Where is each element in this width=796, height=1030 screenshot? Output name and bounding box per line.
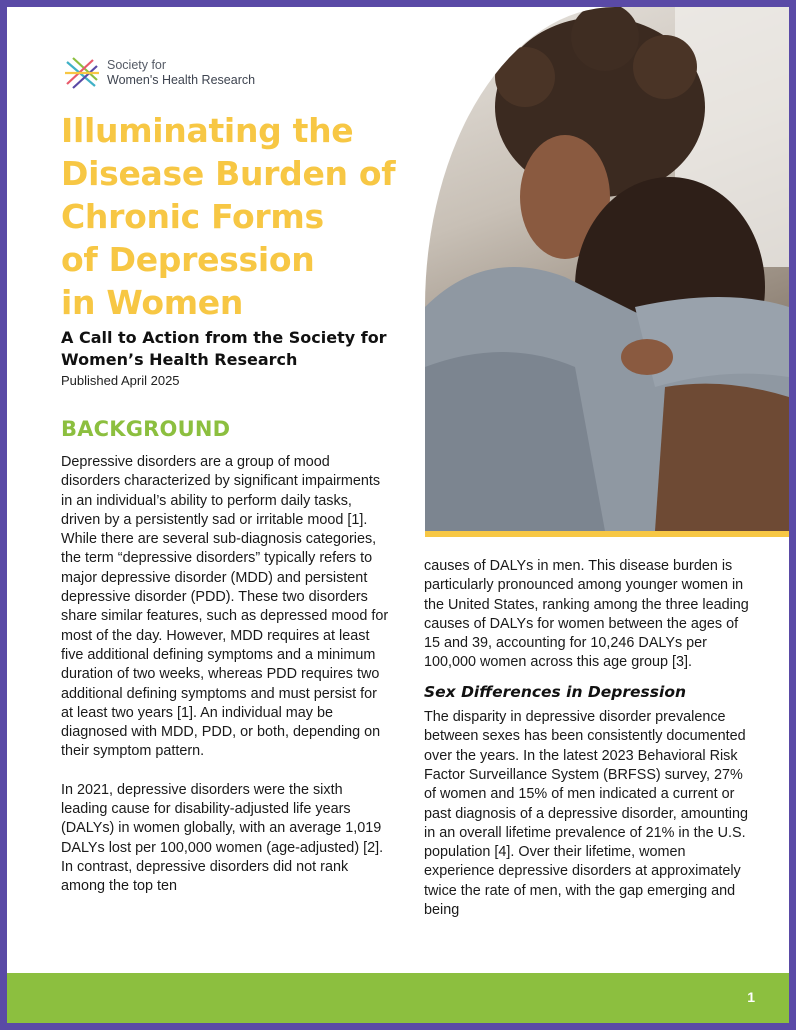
right-column — [424, 557, 754, 920]
sex-differences-heading: Sex Differences in Depression — [424, 682, 687, 701]
paragraph: The disparity in depressive disorder prevalence between sexes has been consistently documented over the years. In the latest 2023 Behavioral Risk Factor Surveillance System (BRFSS) survey, 27% of women and 15% of men indicated a current or past diagnosis of a depressive disorder, amounting in an overall lifetime prevalence of 21% in the U.S. population [4]. Over their lifetime, women experience depressive disorders at approximately twice the rate of men, with the gap emerging and being — [424, 709, 748, 919]
paragraph: In 2021, depressive disorders were the sixth leading cause for disability-adjusted life years (DALYs) in women globally, with an average 1,019 DALYs lost per 100,000 women (age-adjusted) [2]. In contrast, depressive disorders did not rank among the top ten — [61, 781, 384, 895]
page-number: 1 — [747, 989, 755, 1005]
document-page — [7, 7, 789, 1023]
paragraph: causes of DALYs in men. This disease burden is particularly pronounced among younger women in the United States, ranking among the three leading causes of DALYs for women between the ages of 15 and 39, accounting for 10,246 DALYs per 100,000 women across this age group [3]. — [424, 558, 749, 671]
logo-line-1: Society for — [107, 58, 167, 72]
paragraph: Depressive disorders are a group of mood disorders characterized by significant impairments in an individual’s ability to perform daily tasks, driven by a persistently sad or irritable mood [1]. While there are several sub-diagnosis categories, the term “depressive disorders” typically refers to major depressive disorder (MDD) and persistent depressive disorder (PDD). These two disorders share similar features, such as depressed mood for most of the day. However, MDD requires at least five additional defining symptoms and a minimum duration of two weeks, whereas PDD requires two additional defining symptoms and must persist for at least two years [1]. An individual may be diagnosed with MDD, PDD, or both, depending on their symptom pattern. — [61, 454, 389, 760]
left-column — [61, 453, 391, 897]
photo-illustration-icon — [425, 7, 789, 531]
logo-line-2: Women's Health Research — [107, 73, 256, 87]
background-heading: BACKGROUND — [61, 417, 231, 441]
footer-bar — [7, 973, 789, 1023]
title-line: Illuminating the — [61, 111, 354, 150]
swhr-logo — [63, 54, 255, 92]
logo-mark-icon — [63, 54, 101, 92]
document-subtitle: A Call to Action from the Society for Women’s Health Research — [61, 328, 387, 369]
title-line: of Depression — [61, 240, 315, 279]
document-title — [61, 109, 481, 324]
women-embracing-photo — [425, 7, 789, 537]
title-line: in Women — [61, 283, 244, 322]
published-date: Published April 2025 — [61, 373, 180, 388]
title-line: Disease Burden of — [61, 154, 396, 193]
title-line: Chronic Forms — [61, 197, 324, 236]
